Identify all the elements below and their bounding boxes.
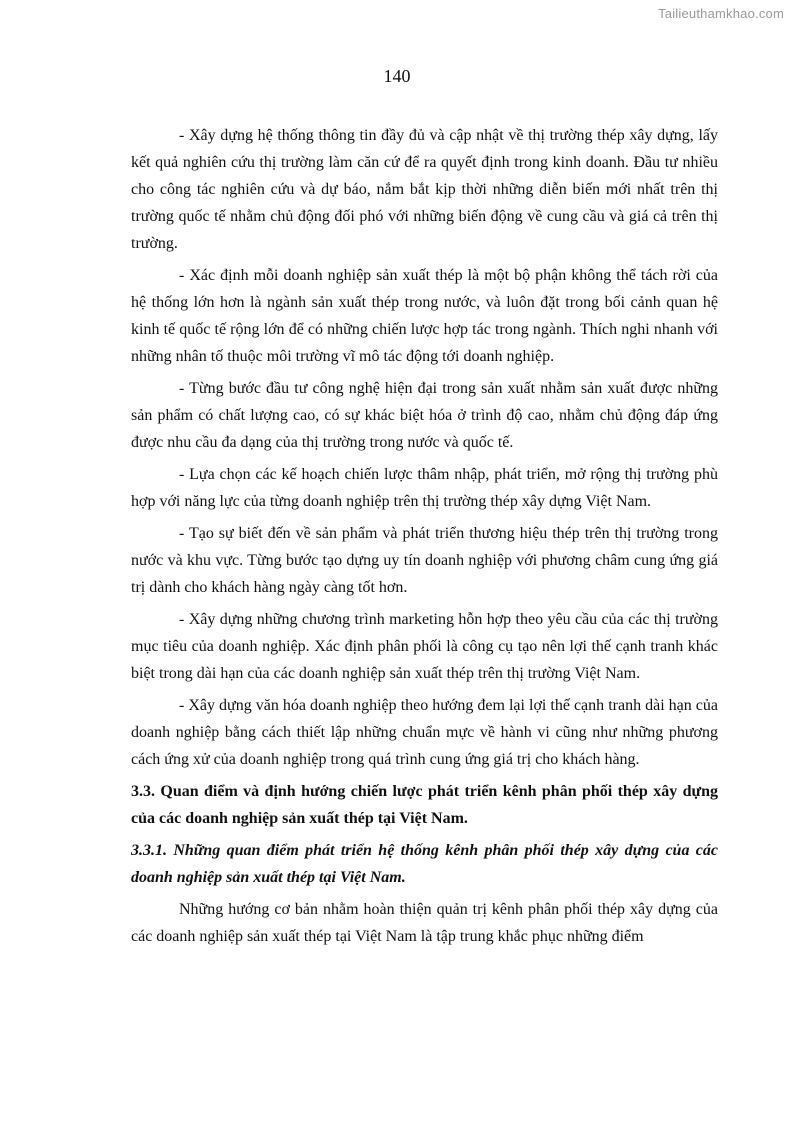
section-heading: 3.3. Quan điểm và định hướng chiến lược phát triển kênh phân phối thép xây dựng của các doanh nghiệp sản xuất thép tại Việt Nam. [131,783,718,827]
document-body [131,122,718,950]
subsection-heading: 3.3.1. Những quan điểm phát triển hệ thống kênh phân phối thép xây dựng của các doanh nghiệp sản xuất thép tại Việt Nam. [131,842,718,886]
paragraph-2: - Xác định mỗi doanh nghiệp sản xuất thép là một bộ phận không thể tách rời của hệ thống lớn hơn là ngành sản xuất thép trong nước, và luôn đặt trong bối cảnh quan hệ kinh tế quốc tế rộng lớn để có những chiến lược hợp tác trong ngành. Thích nghi nhanh với những nhân tố thuộc môi trường vĩ mô tác động tới doanh nghiệp. [131,267,718,365]
paragraph-5: - Tạo sự biết đến về sản phẩm và phát triển thương hiệu thép trên thị trường trong nước và khu vực. Từng bước tạo dựng uy tín doanh nghiệp với phương châm cung ứng giá trị dành cho khách hàng ngày càng tốt hơn. [131,525,718,596]
paragraph-final: Những hướng cơ bản nhằm hoàn thiện quản trị kênh phân phối thép xây dựng của các doanh nghiệp sản xuất thép tại Việt Nam là tập trung khắc phục những điểm [131,901,718,945]
paragraph-4: - Lựa chọn các kế hoạch chiến lược thâm nhập, phát triển, mở rộng thị trường phù hợp với năng lực của từng doanh nghiệp trên thị trường thép xây dựng Việt Nam. [131,466,718,510]
watermark: Tailieuthamkhao.com [658,6,784,21]
paragraph-7: - Xây dựng văn hóa doanh nghiệp theo hướng đem lại lợi thế cạnh tranh dài hạn của doanh nghiệp bằng cách thiết lập những chuẩn mực về hành vi cũng như những phương cách ứng xử của doanh nghiệp trong quá trình cung ứng giá trị cho khách hàng. [131,697,718,768]
paragraph-6: - Xây dựng những chương trình marketing hỗn hợp theo yêu cầu của các thị trường mục tiêu của doanh nghiệp. Xác định phân phối là công cụ tạo nên lợi thế cạnh tranh khác biệt trong dài hạn của các doanh nghiệp sản xuất thép trên thị trường Việt Nam. [131,611,718,682]
page-number: 140 [383,66,411,86]
paragraph-3: - Từng bước đầu tư công nghệ hiện đại trong sản xuất nhằm sản xuất được những sản phẩm có chất lượng cao, có sự khác biệt hóa ở trình độ cao, nhằm chủ động đáp ứng được nhu cầu đa dạng của thị trường trong nước và quốc tế. [131,380,718,451]
paragraph-1: - Xây dựng hệ thống thông tin đầy đủ và cập nhật về thị trường thép xây dựng, lấy kết quả nghiên cứu thị trường làm căn cứ để ra quyết định trong kinh doanh. Đầu tư nhiều cho công tác nghiên cứu và dự báo, nắm bắt kịp thời những diễn biến mới nhất trên thị trường quốc tế nhằm chủ động đối phó với những biến động về cung cầu và giá cả trên thị trường. [131,127,718,252]
